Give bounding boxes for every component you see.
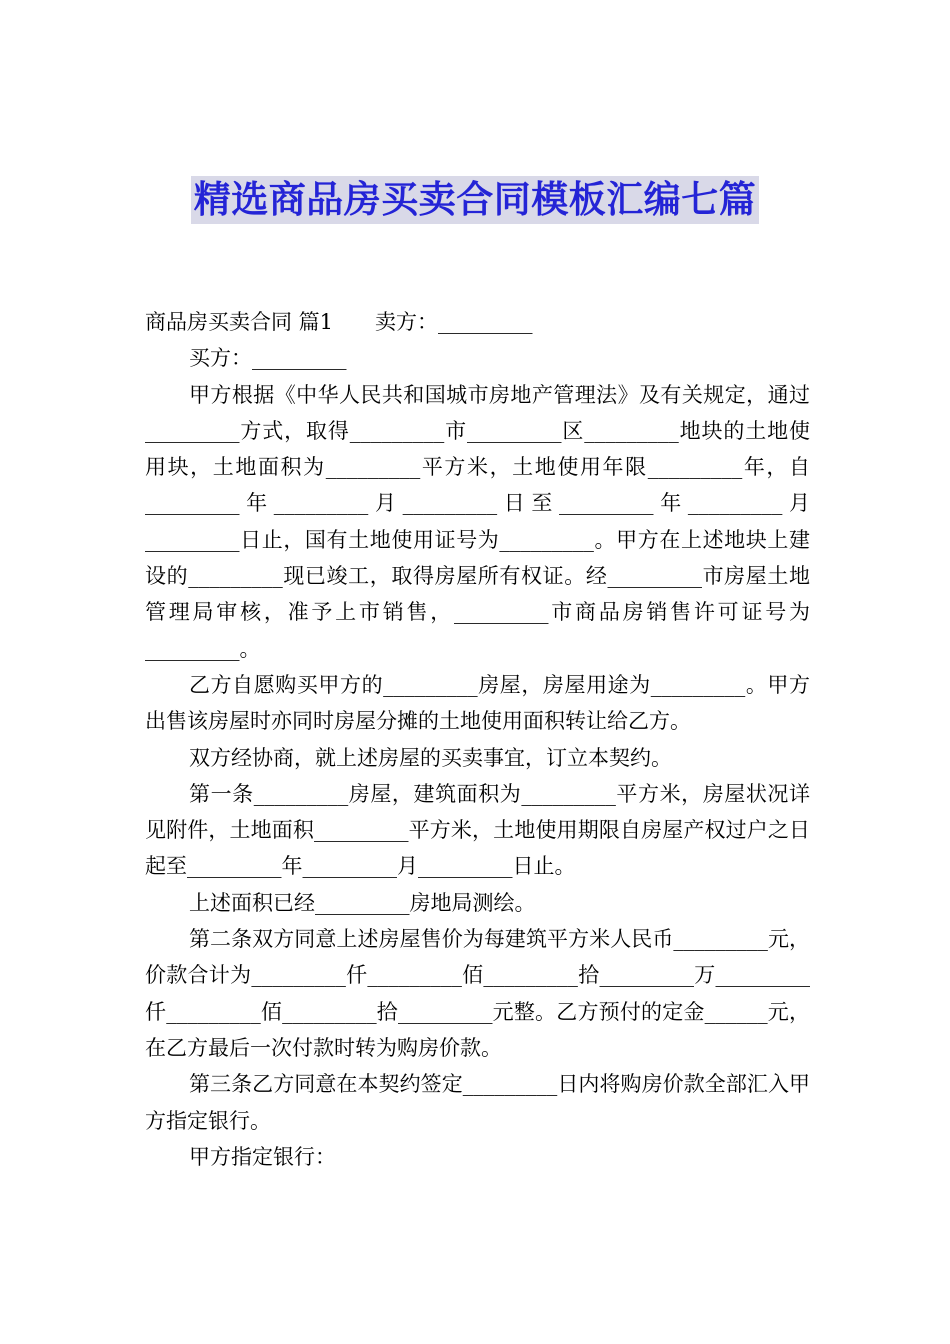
document-title-block: [0, 176, 950, 224]
designated-bank-line: 甲方指定银行：: [189, 1144, 336, 1169]
contract-heading-label: 商品房买卖合同 篇1: [145, 310, 334, 334]
document-body: [145, 304, 810, 1175]
contract-heading: [145, 304, 810, 340]
buyer-line: 买方：_________: [189, 346, 347, 371]
paragraph-land-info: 甲方根据《中华人民共和国城市房地产管理法》及有关规定，通过_________方式，取得_________市_________区_________地块的土地使用块，土地面积为_________平方米，土地使用年限_________年，自_________年_________月_________日至_________年_________月_________日止，国有土地使用证号为_________。甲方在上述地块上建设的_________现已竣工，取得房屋所有权证。经_________市房屋土地管理局审核，准予上市销售，_________市商品房销售许可证号为_________。: [145, 382, 810, 661]
clause-one: 第一条_________房屋，建筑面积为_________平方米，房屋状况详见附件，土地面积_________平方米，土地使用期限自房屋产权过户之日起至_________年_________月_________日止。: [145, 781, 810, 879]
paragraph-agreement: 双方经协商，就上述房屋的买卖事宜，订立本契约。: [189, 745, 672, 770]
document-title: 精选商品房买卖合同模板汇编七篇: [191, 176, 760, 224]
paragraph-survey: 上述面积已经_________房地局测绘。: [189, 890, 536, 915]
clause-three: 第三条乙方同意在本契约签定_________日内将购房价款全部汇入甲方指定银行。: [145, 1072, 810, 1133]
seller-line: 卖方：_________: [375, 310, 533, 334]
paragraph-purchase-intent: 乙方自愿购买甲方的_________房屋，房屋用途为_________。甲方出售该房屋时亦同时房屋分摊的土地使用面积转让给乙方。: [145, 672, 810, 734]
clause-two: 第二条双方同意上述房屋售价为每建筑平方米人民币_________元，价款合计为_________仟_________佰_________拾_________万_________仟_________佰_________拾_________元整。乙方预付的定金______元，在乙方最后一次付款时转为购房价款。: [145, 927, 810, 1060]
